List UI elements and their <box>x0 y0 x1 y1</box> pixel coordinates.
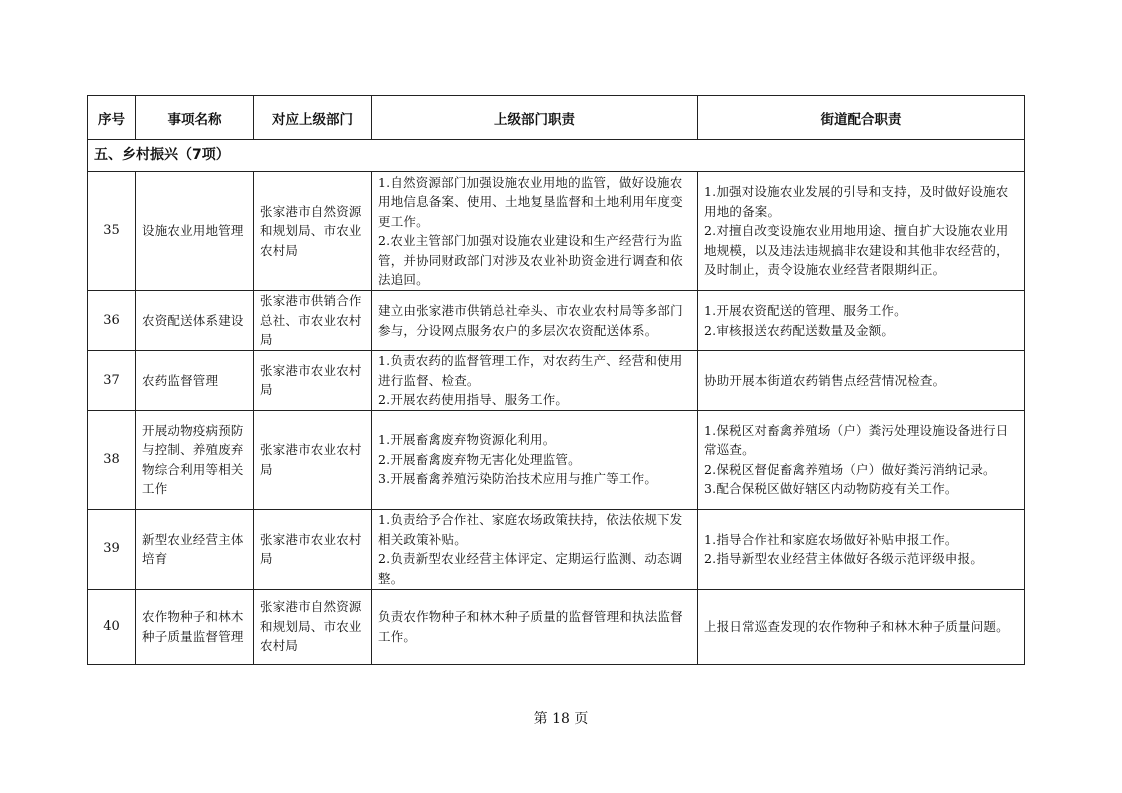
row-number: 38 <box>88 410 136 509</box>
table-row <box>88 589 1025 664</box>
row-duty: 建立由张家港市供销总社牵头、市农业农村局等多部门参与，分设网点服务农户的多层次农资配送体系。 <box>372 291 698 351</box>
row-coop: 上报日常巡查发现的农作物种子和林木种子质量问题。 <box>698 589 1025 664</box>
row-item-name: 农资配送体系建设 <box>136 291 254 351</box>
row-dept: 张家港市农业农村局 <box>254 410 372 509</box>
row-item-name: 开展动物疫病预防与控制、养殖废弃物综合利用等相关工作 <box>136 410 254 509</box>
page-number: 第 18 页 <box>533 711 589 727</box>
table-row <box>88 509 1025 589</box>
table-row <box>88 410 1025 509</box>
header-item-name: 事项名称 <box>136 96 254 140</box>
header-dept: 对应上级部门 <box>254 96 372 140</box>
row-dept: 张家港市农业农村局 <box>254 509 372 589</box>
row-coop: 1.加强对设施农业发展的引导和支持，及时做好设施农用地的备案。 2.对擅自改变设施农业用地用途、擅自扩大设施农业用地规模，以及违法违规搞非农建设和其他非农经营的，及时制止，责令设施农业经营者限期纠正。 <box>698 172 1025 291</box>
table-row <box>88 351 1025 411</box>
row-item-name: 新型农业经营主体培育 <box>136 509 254 589</box>
header-row <box>88 96 1025 140</box>
row-number: 40 <box>88 589 136 664</box>
row-dept: 张家港市自然资源和规划局、市农业农村局 <box>254 172 372 291</box>
header-seq: 序号 <box>88 96 136 140</box>
section-row <box>88 140 1025 172</box>
row-number: 36 <box>88 291 136 351</box>
row-duty: 1.开展畜禽废弃物资源化利用。 2.开展畜禽废弃物无害化处理监管。 3.开展畜禽养殖污染防治技术应用与推广等工作。 <box>372 410 698 509</box>
row-coop: 1.保税区对畜禽养殖场（户）粪污处理设施设备进行日常巡查。 2.保税区督促畜禽养殖场（户）做好粪污消纳记录。 3.配合保税区做好辖区内动物防疫有关工作。 <box>698 410 1025 509</box>
row-item-name: 农作物种子和林木种子质量监督管理 <box>136 589 254 664</box>
row-coop: 协助开展本街道农药销售点经营情况检查。 <box>698 351 1025 411</box>
row-number: 39 <box>88 509 136 589</box>
row-item-name: 农药监督管理 <box>136 351 254 411</box>
row-dept: 张家港市供销合作总社、市农业农村局 <box>254 291 372 351</box>
row-coop: 1.开展农资配送的管理、服务工作。 2.审核报送农药配送数量及金额。 <box>698 291 1025 351</box>
row-number: 35 <box>88 172 136 291</box>
row-duty: 1.负责农药的监督管理工作，对农药生产、经营和使用进行监督、检查。 2.开展农药使用指导、服务工作。 <box>372 351 698 411</box>
row-number: 37 <box>88 351 136 411</box>
header-coop: 街道配合职责 <box>698 96 1025 140</box>
row-coop: 1.指导合作社和家庭农场做好补贴申报工作。 2.指导新型农业经营主体做好各级示范评级申报。 <box>698 509 1025 589</box>
header-duty: 上级部门职责 <box>372 96 698 140</box>
table-row <box>88 291 1025 351</box>
row-duty: 1.负责给予合作社、家庭农场政策扶持，依法依规下发相关政策补贴。 2.负责新型农业经营主体评定、定期运行监测、动态调整。 <box>372 509 698 589</box>
duties-table <box>87 95 1025 665</box>
section-title: 五、乡村振兴（7项） <box>88 140 1025 172</box>
row-dept: 张家港市农业农村局 <box>254 351 372 411</box>
row-item-name: 设施农业用地管理 <box>136 172 254 291</box>
row-duty: 1.自然资源部门加强设施农业用地的监管，做好设施农用地信息备案、使用、土地复垦监督和土地利用年度变更工作。 2.农业主管部门加强对设施农业建设和生产经营行为监管，并协同财政部门对涉及农业补助资金进行调查和依法追回。 <box>372 172 698 291</box>
row-duty: 负责农作物种子和林木种子质量的监督管理和执法监督工作。 <box>372 589 698 664</box>
table-row <box>88 172 1025 291</box>
row-dept: 张家港市自然资源和规划局、市农业农村局 <box>254 589 372 664</box>
